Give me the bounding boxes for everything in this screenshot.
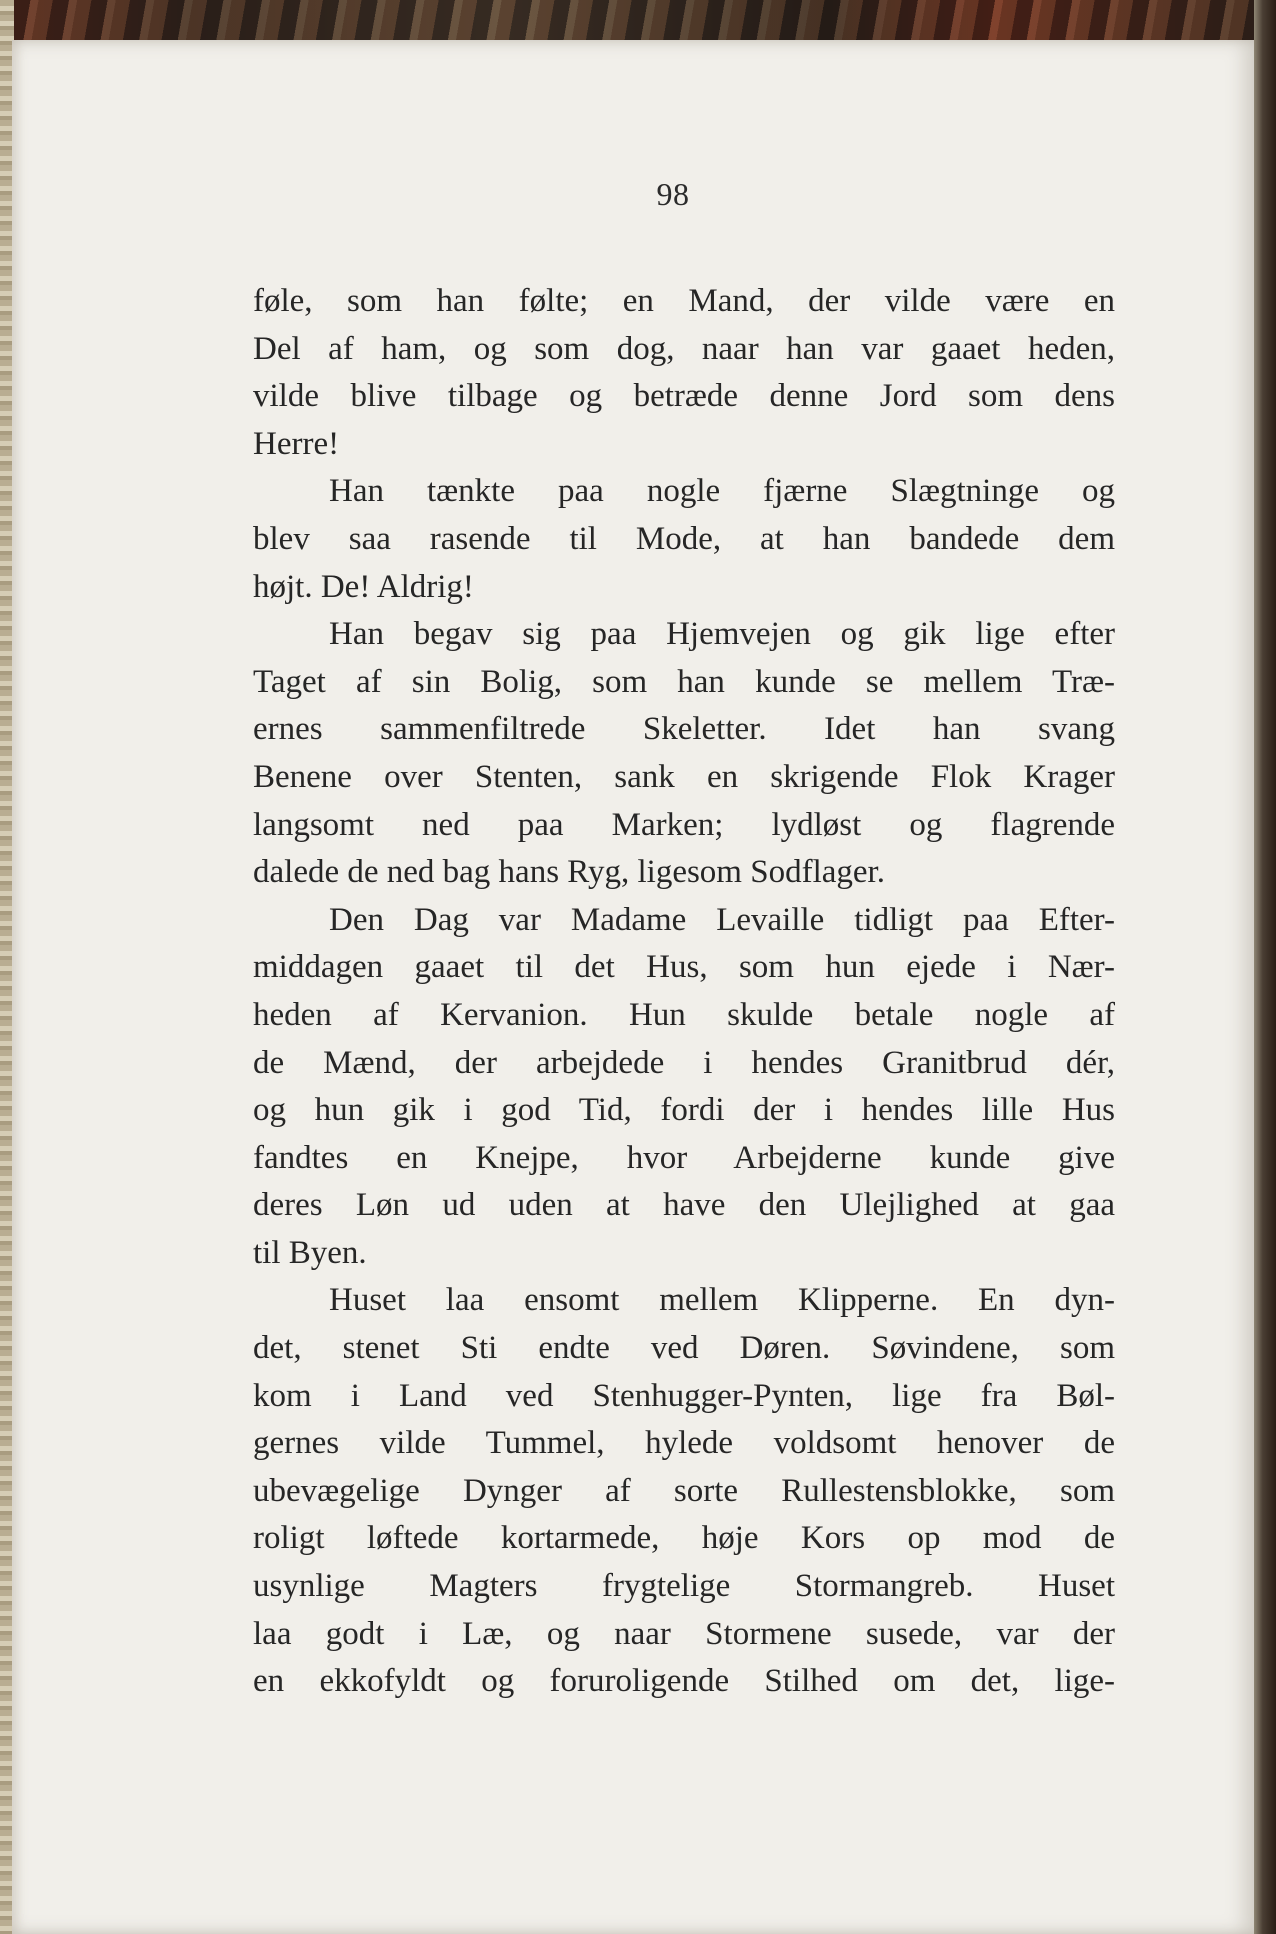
text-line: laa godt i Læ, og naar Stormene susede, var der	[253, 1615, 1115, 1652]
text-line: dalede de ned bag hans Ryg, ligesom Sodflager.	[253, 854, 885, 891]
text-line: de Mænd, der arbejdede i hendes Granitbrud dér,	[253, 1044, 1115, 1081]
text-line: roligt løftede kortarmede, høje Kors op mod de	[253, 1520, 1115, 1557]
text-line: Den Dag var Madame Levaille tidligt paa Efter-	[329, 901, 1115, 938]
text-line: og hun gik i god Tid, fordi der i hendes lille Hus	[253, 1092, 1115, 1129]
text-line: heden af Kervanion. Hun skulde betale nogle af	[253, 996, 1115, 1033]
text-line: fandtes en Knejpe, hvor Arbejderne kunde give	[253, 1139, 1115, 1176]
text-line: til Byen.	[253, 1234, 367, 1271]
text-line: kom i Land ved Stenhugger-Pynten, lige fra Bøl-	[253, 1377, 1115, 1414]
text-line: Herre!	[253, 425, 340, 462]
book-binding-top-edge	[0, 0, 1276, 42]
text-line: Huset laa ensomt mellem Klipperne. En dyn-	[329, 1282, 1115, 1319]
text-line: føle, som han følte; en Mand, der vilde være en	[253, 283, 1115, 319]
text-line: en ekkofyldt og foruroligende Stilhed om det, lige-	[253, 1663, 1115, 1700]
page-text-body	[253, 278, 1115, 1706]
text-line: middagen gaaet til det Hus, som hun ejede i Nær-	[253, 949, 1115, 986]
text-line: Han begav sig paa Hjemvejen og gik lige efter	[329, 616, 1115, 653]
text-line: blev saa rasende til Mode, at han bandede dem	[253, 520, 1115, 557]
page-number: 98	[656, 176, 690, 212]
text-line: ernes sammenfiltrede Skeletter. Idet han svang	[253, 711, 1115, 748]
text-line: Del af ham, og som dog, naar han var gaaet heden,	[253, 330, 1115, 367]
text-line: det, stenet Sti endte ved Døren. Søvindene, som	[253, 1330, 1115, 1367]
text-line: gernes vilde Tummel, hylede voldsomt henover de	[253, 1425, 1115, 1462]
text-line: Taget af sin Bolig, som han kunde se mellem Træ-	[253, 663, 1115, 700]
text-line: langsomt ned paa Marken; lydløst og flagrende	[253, 806, 1115, 843]
book-binding-right-edge	[1254, 0, 1276, 1934]
text-line: usynlige Magters frygtelige Stormangreb. Huset	[253, 1568, 1115, 1605]
text-line: højt. De! Aldrig!	[253, 568, 474, 605]
text-line: Han tænkte paa nogle fjærne Slægtninge og	[329, 473, 1115, 510]
text-line: vilde blive tilbage og betræde denne Jord som dens	[253, 378, 1115, 415]
text-line: ubevægelige Dynger af sorte Rullestensblokke, som	[253, 1472, 1115, 1509]
text-line: Benene over Stenten, sank en skrigende Flok Krager	[253, 758, 1115, 795]
text-line: deres Løn ud uden at have den Ulejlighed at gaa	[253, 1187, 1115, 1224]
